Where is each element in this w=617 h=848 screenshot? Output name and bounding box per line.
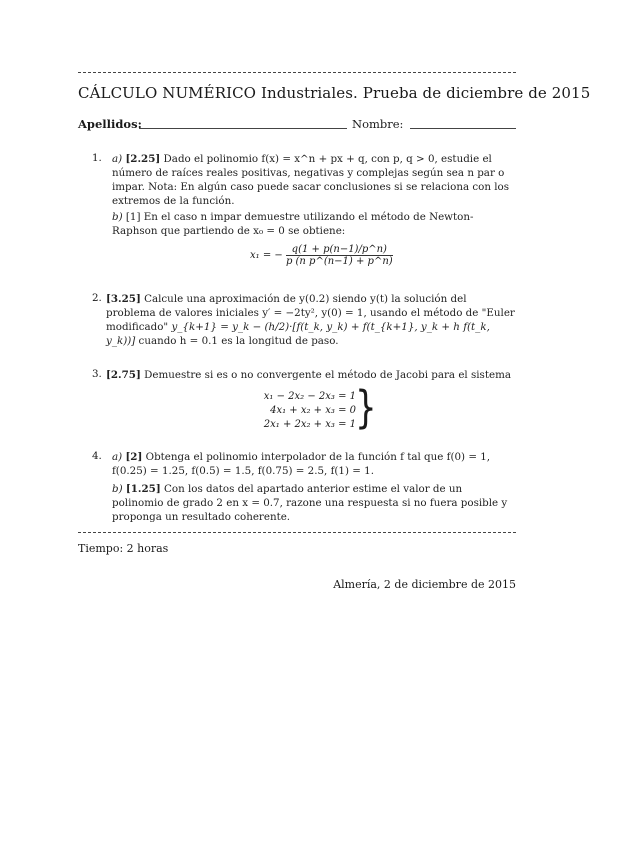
newton-formula [250,244,393,267]
question-4a [112,450,516,478]
system-brace: } [355,382,377,434]
question-text: En el caso n impar demuestre utilizando el método de Newton-Raphson que partiendo de x₀ = 0 se obtiene: [112,211,474,237]
points: [1.25] [125,483,161,495]
exam-title: CÁLCULO NUMÉRICO Industriales. Prueba de diciembre de 2015 [78,84,591,102]
points: [2.25] [125,153,161,165]
question-text-after: cuando h = 0.1 es la longitud de paso. [138,335,339,347]
question-1a [112,152,516,208]
points: [3.25] [106,293,141,305]
points: [1] [125,211,141,223]
linear-system [252,390,356,432]
part-label: b) [112,483,123,495]
question-text: Obtenga el polinomio interpolador de la función f tal que f(0) = 1, f(0.25) = 1.25, f(0.5) = 1.5, f(0.75) = 2.5, f(1) = 1. [112,451,491,477]
question-text: Con los datos del apartado anterior estime el valor de un polinomio de grado 2 en x = 0.7, razone una respuesta si no fuera posible y proponga un resultado coherente. [112,483,508,523]
part-label: a) [112,153,123,165]
question-text: Calcule una aproximación de y(0.2) siendo y(t) la solución del problema de valores iniciales y′ = −2ty², y(0) = 1, usando el método de "Euler modificado" [106,293,515,333]
question-text: Demuestre si es o no convergente el método de Jacobi para el sistema [144,369,511,381]
formula-numerator: q(1 + p(n−1)/p^n) [286,244,393,256]
exam-duration: Tiempo: 2 horas [78,542,169,555]
question-number: 2. [92,292,102,304]
formula-lhs: x₁ = − [250,250,283,261]
part-label: a) [112,451,123,463]
bottom-rule [78,532,516,533]
question-3 [106,368,516,382]
question-2 [106,292,516,348]
question-1b [112,210,516,238]
question-4b [112,482,516,524]
points: [2] [125,451,143,463]
equation: 4x₁ + x₂ + x₃ = 0 [270,405,356,416]
euler-formula: y_{k+1} = y_k − (h/2)·[f(t_k, y_k) + f(t_{k+1}, y_k + h f(t_k, y_k))] [106,321,490,347]
question-text: Dado el polinomio f(x) = x^n + px + q, con p, q > 0, estudie el número de raíces reales positivas, negativas y complejas según sea n par o impar. Nota: En algún caso puede sacar conclusiones si se relaciona con los extremos de la función. [112,153,510,207]
question-number: 4. [92,450,102,462]
lastname-label: Apellidos: [78,117,142,131]
equation: x₁ − 2x₂ − 2x₃ = 1 [263,391,356,402]
lastname-field[interactable] [139,128,347,129]
equation: 2x₁ + 2x₂ + x₃ = 1 [263,419,356,430]
question-number: 3. [92,368,102,380]
points: [2.75] [106,369,141,381]
place-date: Almería, 2 de diciembre de 2015 [333,578,516,591]
firstname-field[interactable] [410,128,516,129]
formula-denominator: p (n p^(n−1) + p^n) [285,256,393,267]
firstname-label: Nombre: [352,117,404,131]
part-label: b) [112,211,123,223]
top-rule [78,72,516,73]
question-number: 1. [92,152,102,164]
